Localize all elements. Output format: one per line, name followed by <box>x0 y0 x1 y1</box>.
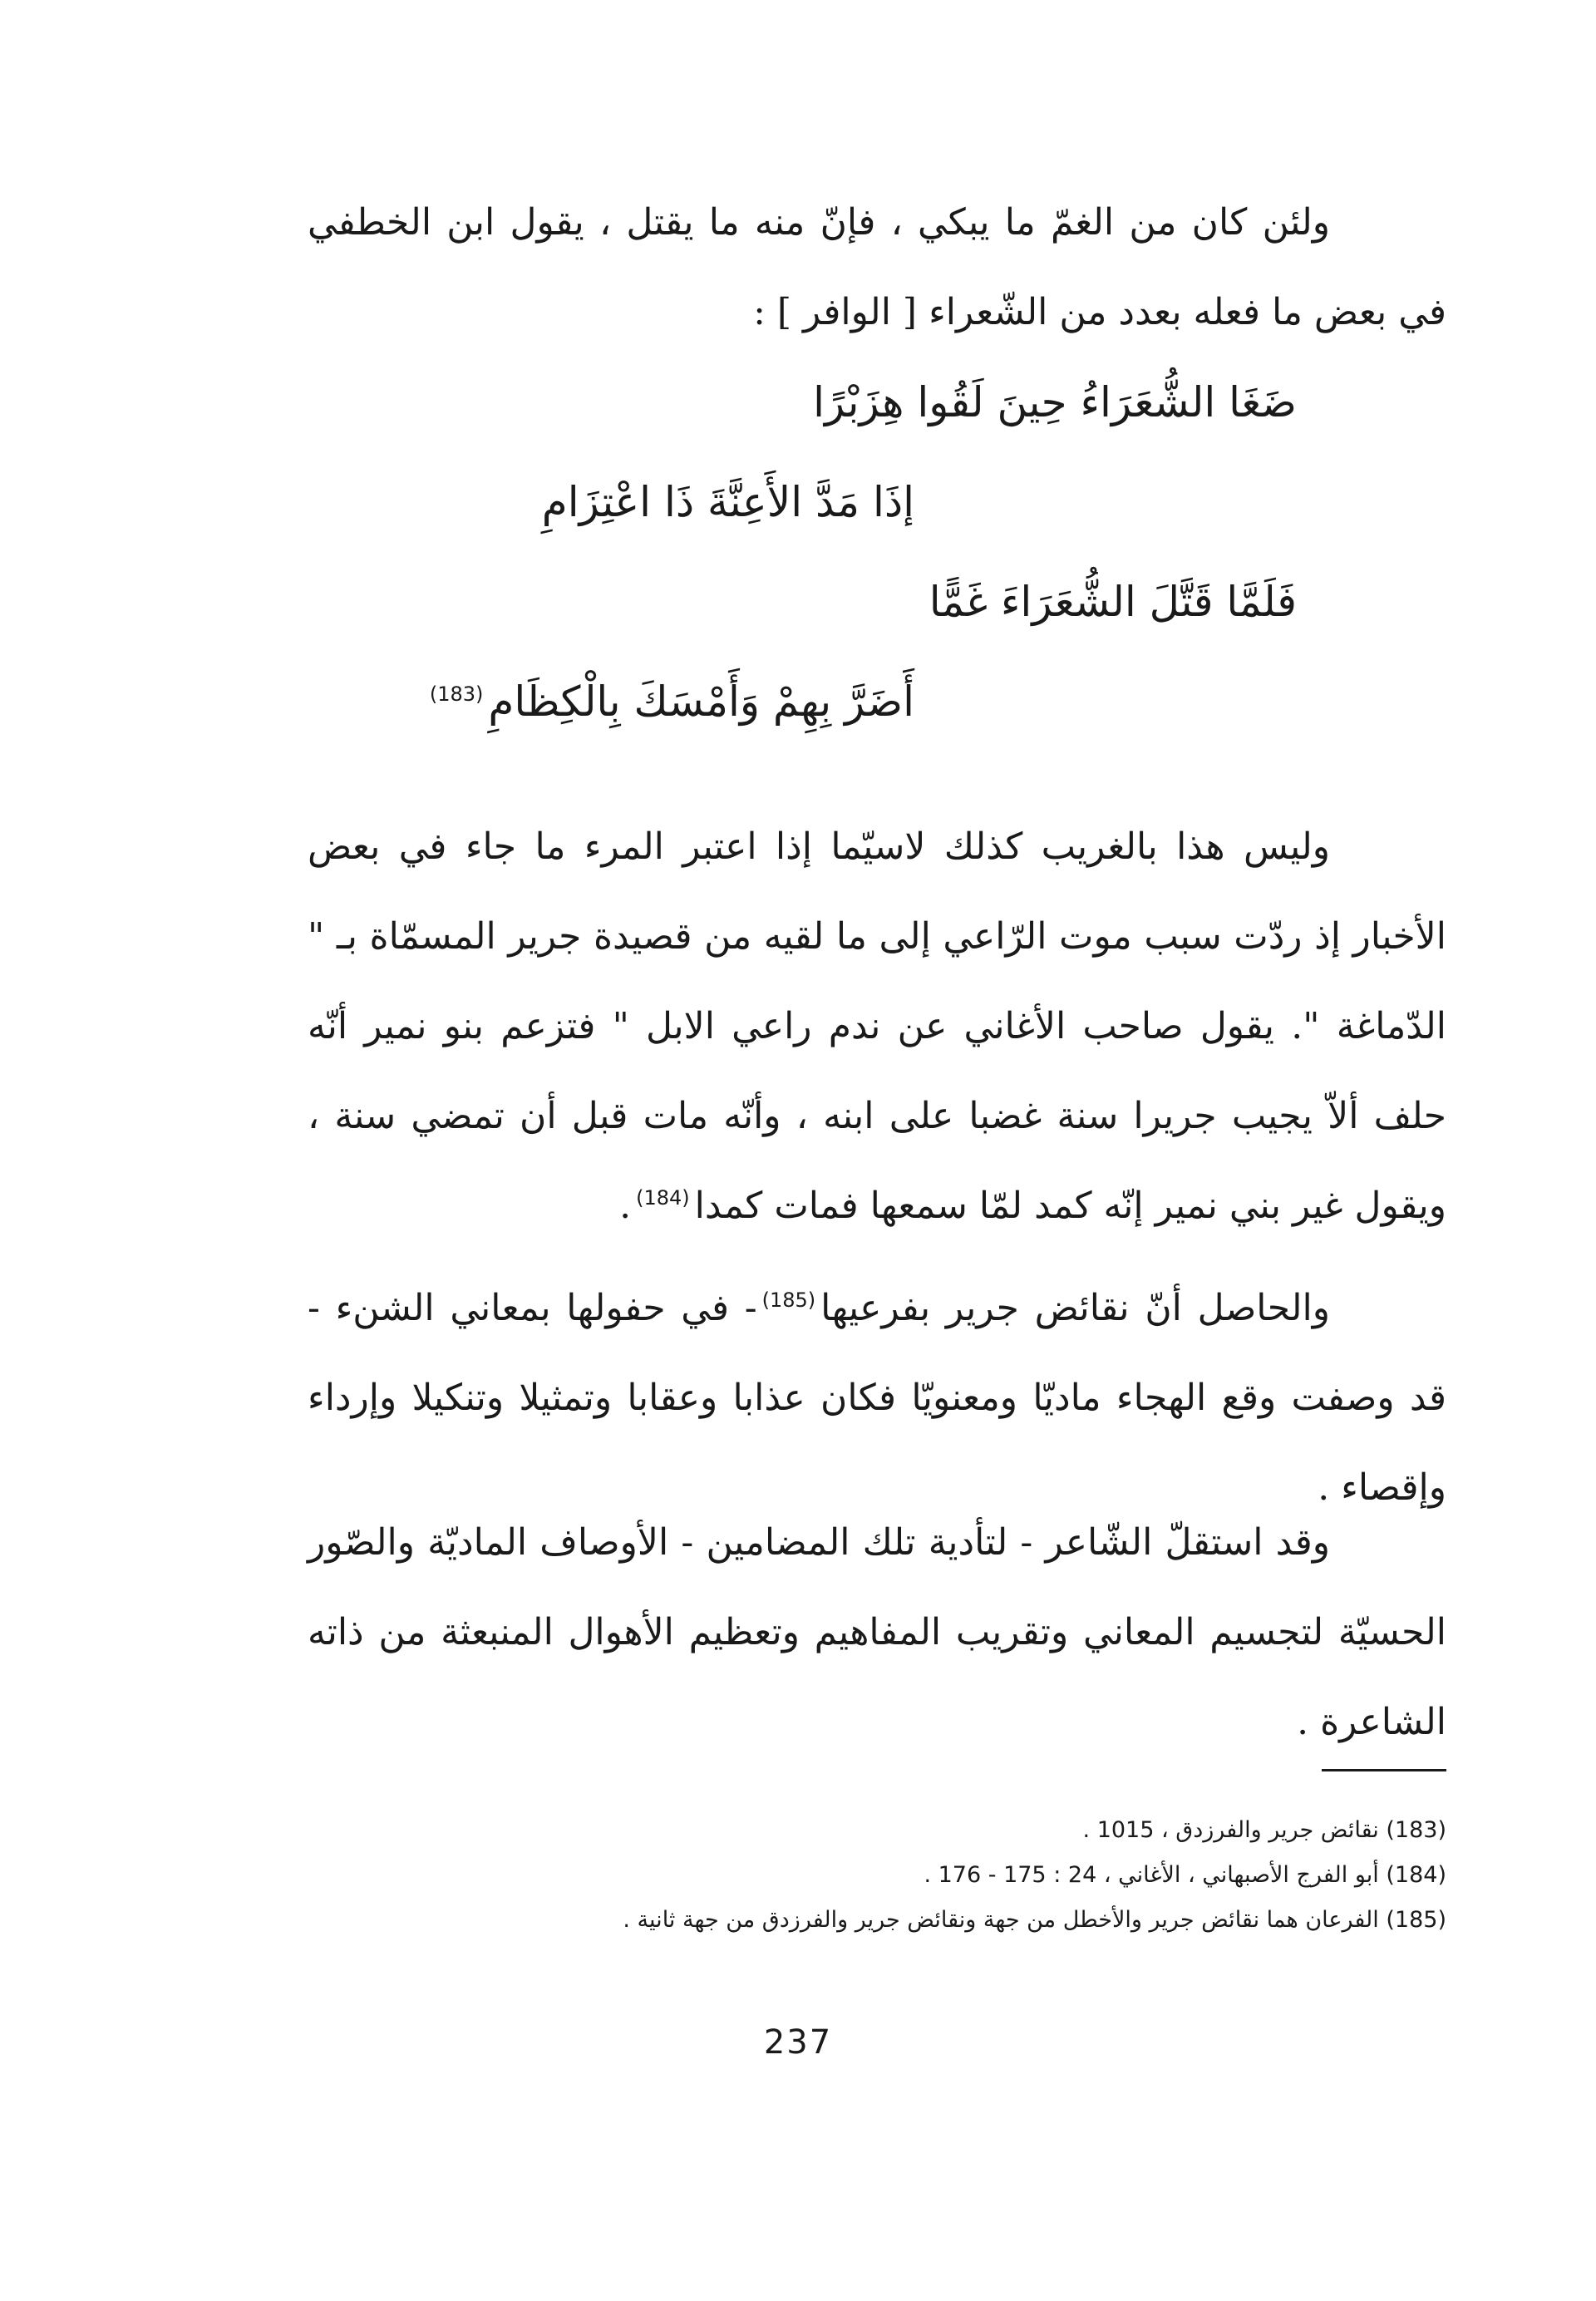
paragraph-raii <box>308 802 1446 1251</box>
footnote-ref-183[interactable]: (183) <box>429 682 484 707</box>
footnote-184: (184) أبو الفرج الأصبهاني ، الأغاني ، 24 : 175 - 176 . <box>924 1862 1446 1888</box>
footnote-185: (185) الفرعان هما نقائض جرير والأخطل من جهة ونقائض جرير والفرزدق من جهة ثانية . <box>623 1907 1446 1933</box>
paragraph-raii-end: . <box>619 1185 632 1227</box>
page-number: 237 <box>763 2023 833 2062</box>
paragraph-intro <box>308 178 1446 357</box>
verse-line-4 <box>425 677 914 726</box>
footnote-ref-185[interactable]: (185) <box>761 1288 816 1313</box>
paragraph-intro-text: ولئن كان من الغمّ ما يبكي ، فإنّ منه ما يقتل ، يقول ابن الخطفي في بعض ما فعله بعدد من الشّعراء [ الوافر ] : <box>308 201 1446 333</box>
footnotes-list <box>308 1808 1446 1943</box>
verse-line-2: إذَا مَدَّ الأَعِنَّةَ ذَا اعْتِزَامِ <box>541 478 914 526</box>
paragraph-conclusion-rest: - في حفولها بمعاني الشنء - قد وصفت وقع الهجاء ماديّا ومعنويّا فكان عذابا وعقابا وتمثيلا وتنكيلا وإرداء وإقصاء . <box>308 1287 1446 1509</box>
verse-line-3: فَلَمَّا قَتَّلَ الشُّعَرَاءَ غَمًّا <box>929 578 1297 626</box>
paragraph-conclusion-start: والحاصل أنّ نقائض جرير بفرعيها <box>820 1287 1330 1329</box>
verse-line-1: ضَغَا الشُّعَرَاءُ حِينَ لَقُوا هِزَبْرًا <box>813 378 1297 426</box>
paragraph-raii-text: وليس هذا بالغريب كذلك لاسيّما إذا اعتبر المرء ما جاء في بعض الأخبار إذ ردّت سبب موت الرّاعي إلى ما لقيه من قصيدة جرير المسمّاة بـ " الدّماغة ". يقول صاحب الأغاني عن ندم راعي الابل " فتزعم بنو نمير أنّه حلف ألاّ يجيب جريرا سنة غضبا على ابنه ، وأنّه مات قبل أن تمضي سنة ، ويقول غير بني نمير إنّه كمد لمّا سمعها فمات كمدا <box>308 825 1446 1227</box>
paragraph-imagery <box>308 1498 1446 1767</box>
paragraph-imagery-text: وقد استقلّ الشّاعر - لتأدية تلك المضامين - الأوصاف الماديّة والصّور الحسيّة لتجسيم المعاني وتقريب المفاهيم وتعظيم الأهوال المنبعثة من ذاته الشاعرة . <box>308 1521 1446 1743</box>
footnote-divider <box>1322 1769 1446 1771</box>
footnote-183: (183) نقائض جرير والفرزدق ، 1015 . <box>1082 1817 1446 1843</box>
paragraph-conclusion <box>308 1264 1446 1533</box>
verse-line-4-text: أَضَرَّ بِهِمْ وَأَمْسَكَ بِالْكِظَامِ <box>488 677 914 726</box>
footnote-ref-184[interactable]: (184) <box>636 1186 690 1210</box>
